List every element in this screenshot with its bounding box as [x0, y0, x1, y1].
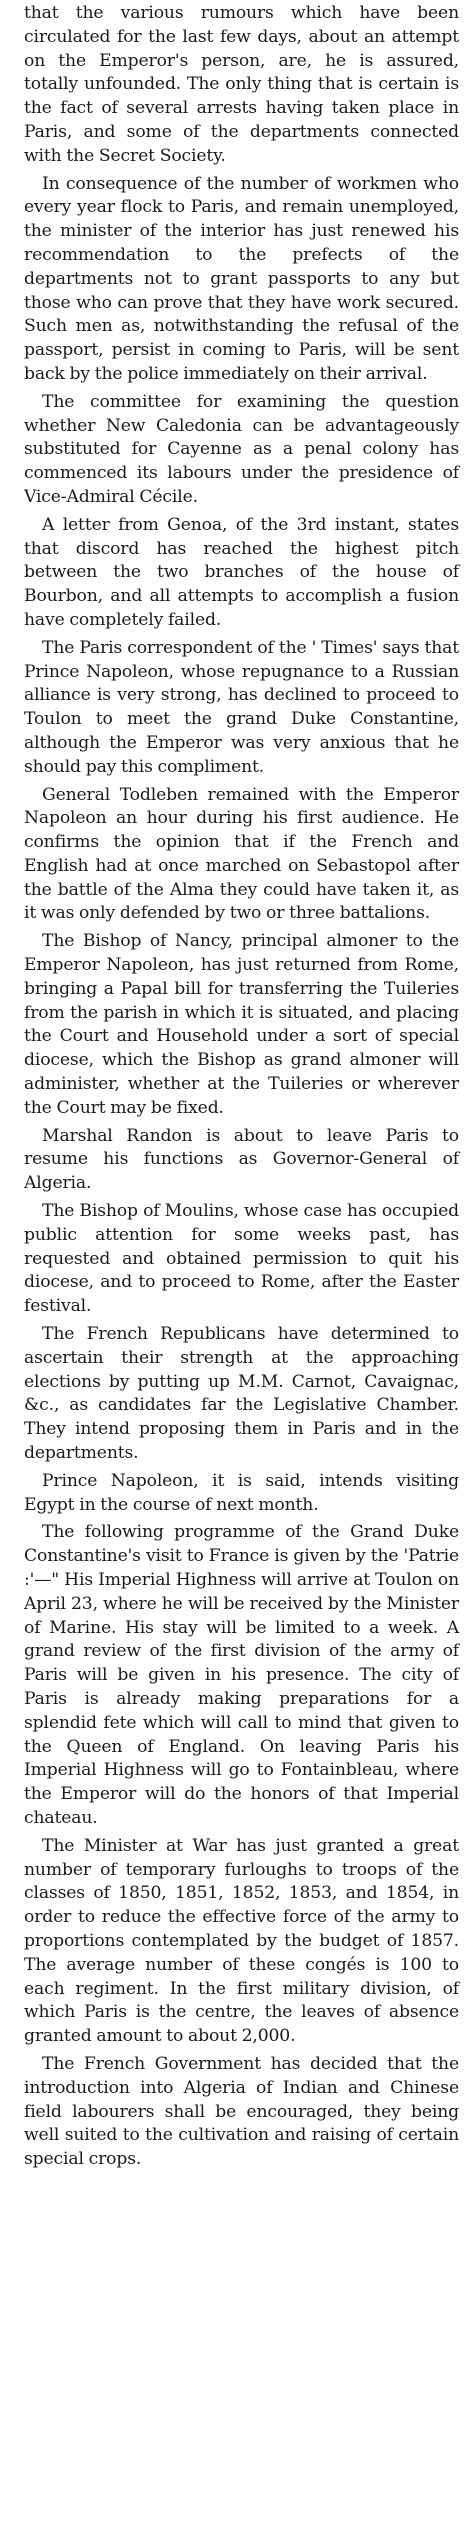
paragraph-9: The Bishop of Moulins, whose case has occupied public attention for some weeks past, has requested and obtained permission to quit his diocese, and to proceed to Rome, after the Easter festival. [24, 1201, 459, 1317]
paragraph-13: The Minister at War has just granted a great number of temporary furloughs to troops of the classes of 1850, 1851, 1852, 1853, and 1854, in order to reduce the effective force of the army to proportions contemplated by the budget of 1857. The average number of these congés is 100 to each regiment. In the first military division, of which Paris is the centre, the leaves of absence granted amount to about 2,000. [24, 1835, 459, 2047]
paragraph-12: The following programme of the Grand Duke Constantine's visit to France is given by the 'Patrie :'—" His Imperial Highness will arrive at Toulon on April 23, where he will be received by the Minister of Marine. His stay will be limited to a week. A grand review of the first division of the army of Paris will be given in his presence. The city of Paris is already making preparations for a splendid fete which will call to mind that given to the Queen of England. On leaving Paris his Imperial Highness will go to Fontainbleau, where the Emperor will do the honors of that Imperial chateau. [24, 1522, 459, 1828]
paragraph-3: The committee for examining the question whether New Caledonia can be advantageously substituted for Cayenne as a penal colony has commenced its labours under the presidence of Vice-Admiral Cécile. [24, 391, 459, 507]
paragraph-2: In consequence of the number of workmen who every year flock to Paris, and remain unemployed, the minister of the interior has just renewed his recommendation to the prefects of the departments not to grant passports to any but those who can prove that they have work secured. Such men as, notwithstanding the refusal of the passport, persist in coming to Paris, will be sent back by the police immediately on their arrival. [24, 173, 459, 384]
paragraph-8: Marshal Randon is about to leave Paris to resume his functions as Governor-General of Algeria. [24, 1125, 459, 1194]
paragraph-10: The French Republicans have determined to ascertain their strength at the approaching elections by putting up M.M. Carnot, Cavaignac, &c., as candidates far the Legislative Chamber. They intend proposing them in Paris and in the departments. [24, 1324, 459, 1464]
paragraph-5: The Paris correspondent of the ' Times' says that Prince Napoleon, whose repugnance to a Russian alliance is very strong, has declined to proceed to Toulon to meet the grand Duke Constantine, although the Emperor was very anxious that he should pay this compliment. [24, 637, 459, 777]
paragraph-6: General Todleben remained with the Emperor Napoleon an hour during his first audience. He confirms the opinion that if the French and English had at once marched on Sebastopol after the battle of the Alma they could have taken it, as it was only defended by two or three battalions. [24, 784, 459, 924]
paragraph-11: Prince Napoleon, it is said, intends visiting Egypt in the course of next month. [24, 1470, 459, 1515]
paragraph-7: The Bishop of Nancy, principal almoner to the Emperor Napoleon, has just returned from Rome, bringing a Papal bill for transferring the Tuileries from the parish in which it is situated, and placing the Court and Household under a sort of special diocese, which the Bishop as grand almoner will administer, whether at the Tuileries or wherever the Court may be fixed. [24, 931, 459, 1118]
paragraph-4: A letter from Genoa, of the 3rd instant, states that discord has reached the highest pitch between the two branches of the house of Bourbon, and all attempts to accomplish a fusion have completely failed. [24, 514, 459, 630]
paragraph-14: The French Government has decided that the introduction into Algeria of Indian and Chinese field labourers shall be encouraged, they being well suited to the cultivation and raising of certain special crops. [24, 2053, 459, 2170]
paragraph-1: that the various rumours which have been circulated for the last few days, about an attempt on the Emperor's person, are, he is assured, totally unfounded. The only thing that is certain is the fact of several arrests having taken place in Paris, and some of the departments connected with the Secret Society. [24, 3, 459, 166]
